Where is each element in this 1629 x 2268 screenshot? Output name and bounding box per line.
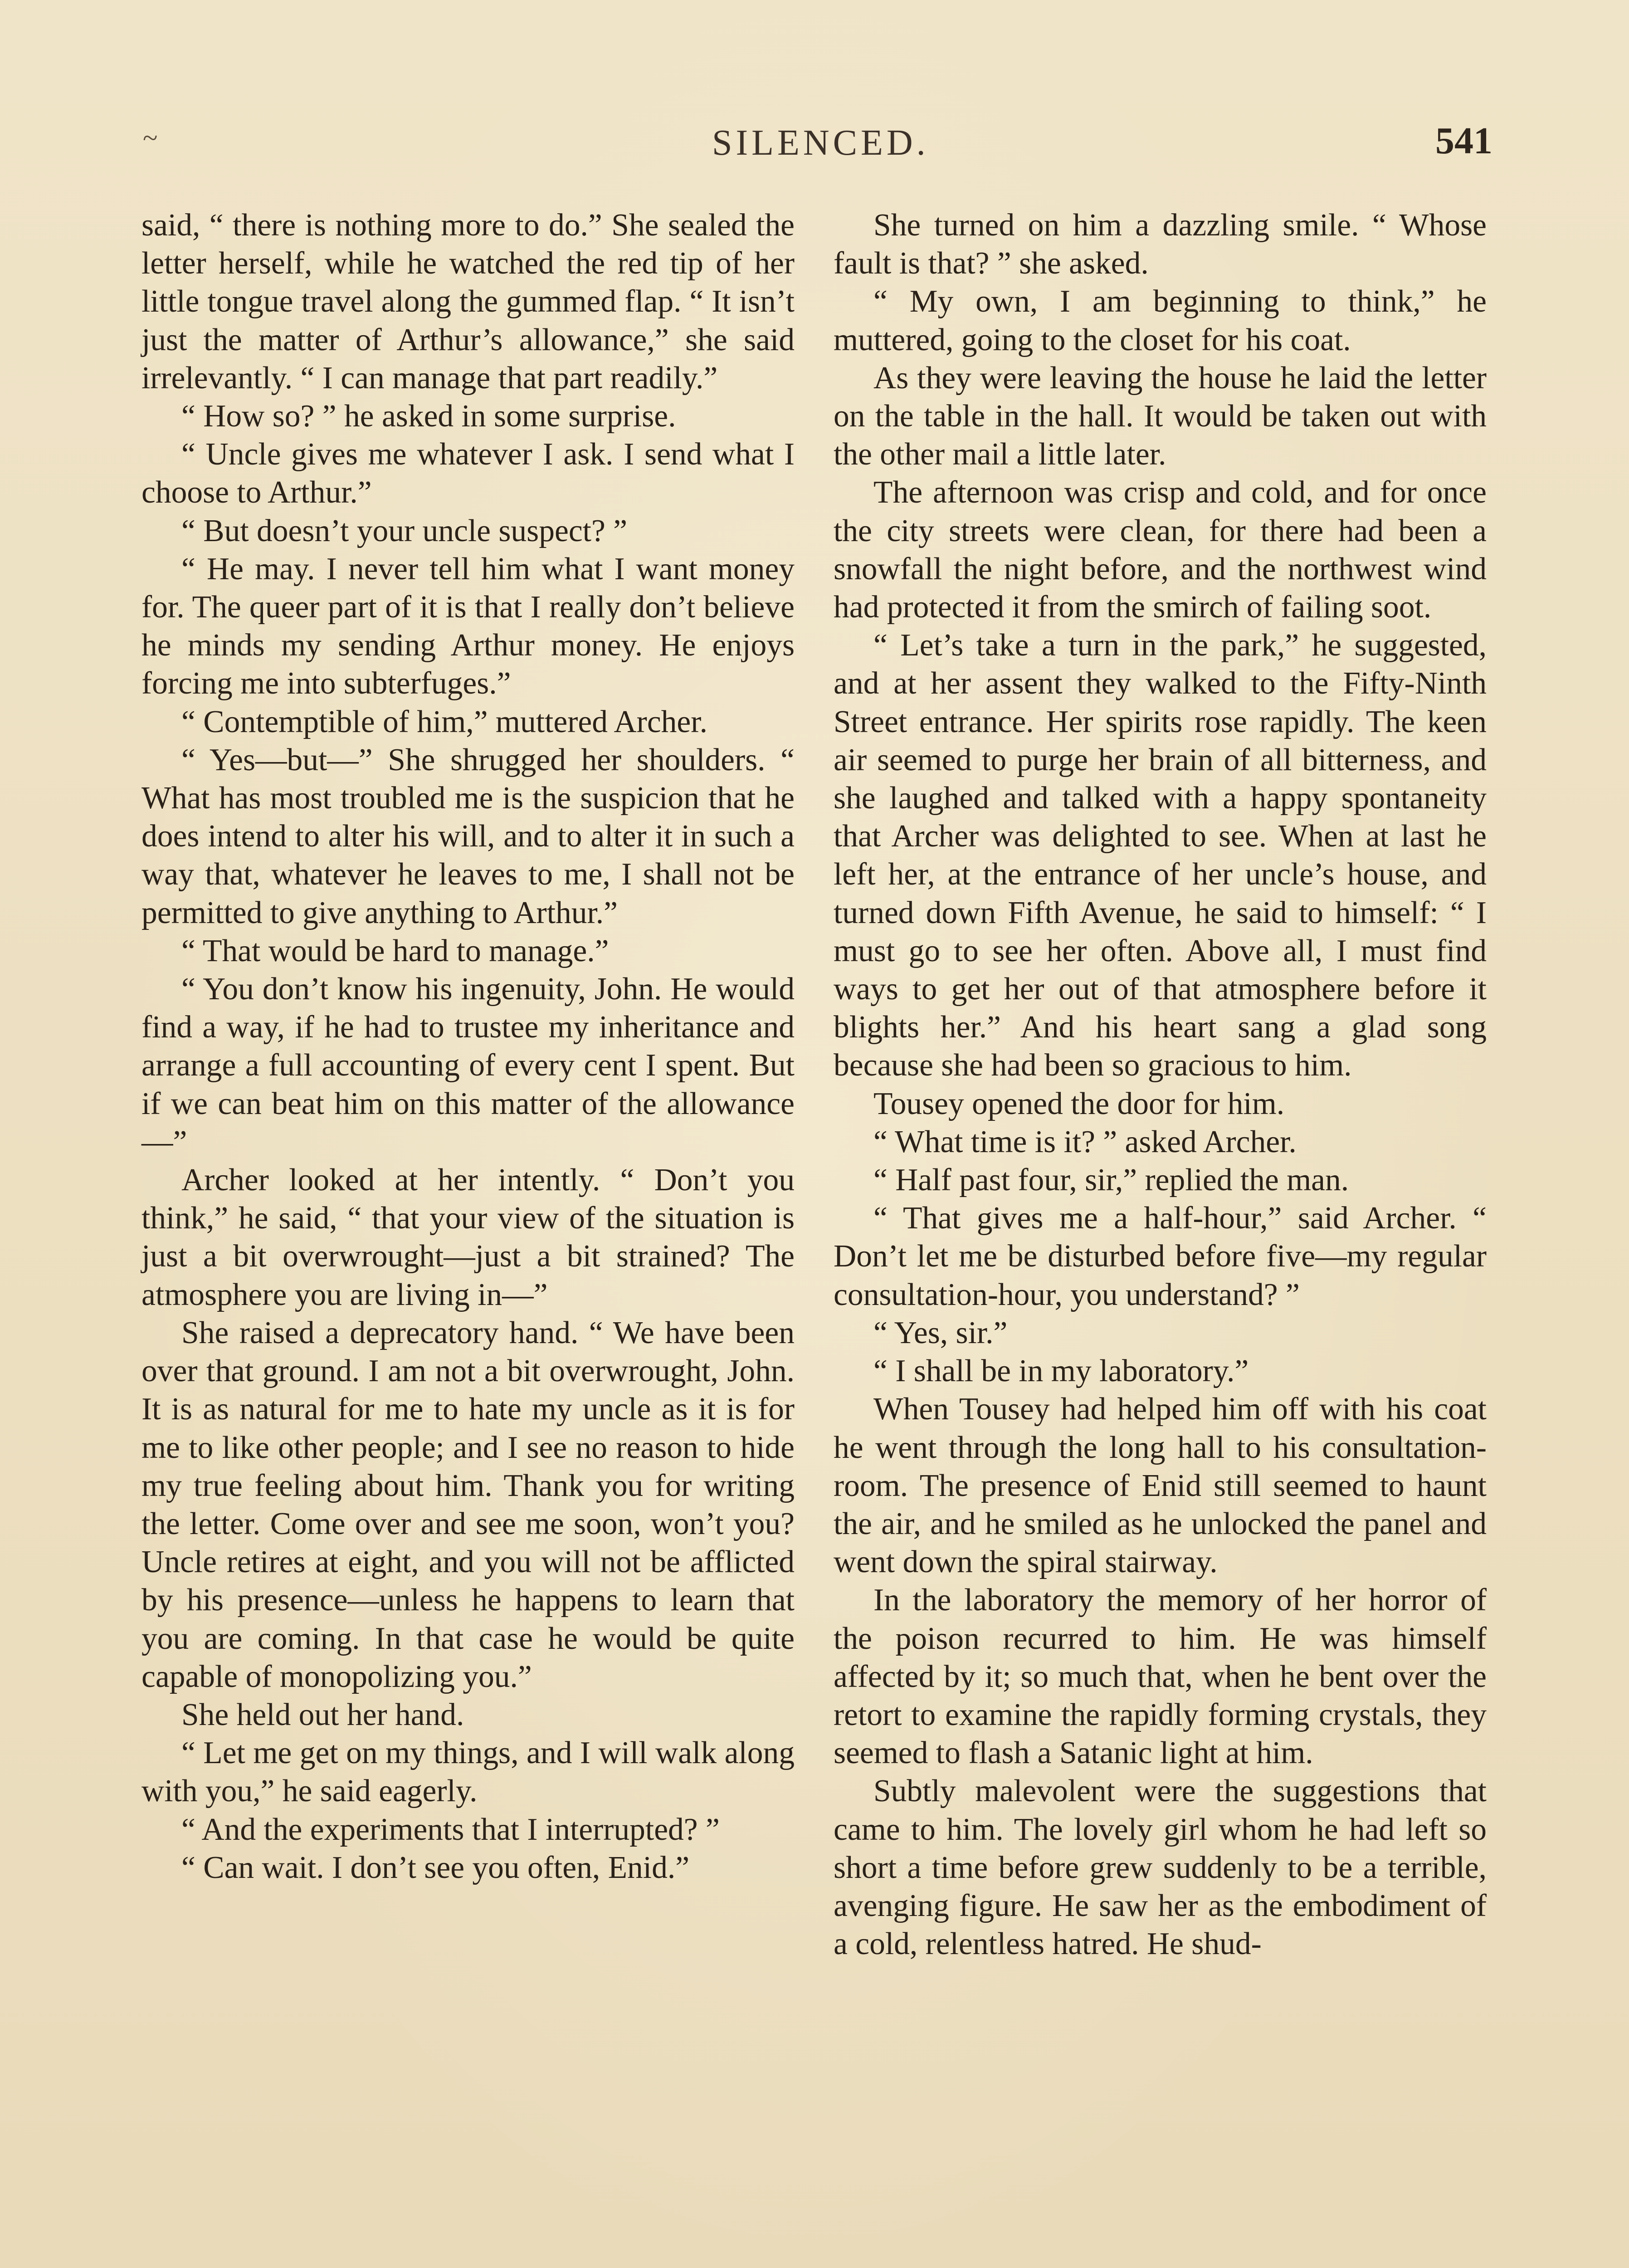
paragraph: “ And the experiments that I interrupted? ”: [181, 1812, 720, 1847]
page-number: 541: [1435, 120, 1492, 162]
paragraph: She turned on him a dazzling smile. “ Whose fault is that? ” she asked.: [834, 208, 1487, 281]
paragraph: When Tousey had helped him off with his coat he went through the long hall to his consultation-room. The presence of Enid still seemed to haunt the air, and he smiled as he unlocked the panel and went down the spiral stairway.: [834, 1392, 1487, 1580]
paragraph: “ But doesn’t your uncle suspect? ”: [181, 513, 628, 548]
paragraph: “ Yes, sir.”: [873, 1315, 1008, 1350]
paragraph: “ He may. I never tell him what I want money for. The queer part of it is that I really don’t believe he minds my sending Arthur money. He enjoys forcing me into subterfuges.”: [141, 551, 795, 701]
paragraph: She raised a deprecatory hand. “ We have been over that ground. I am not a bit overwrought, John. It is as natural for me to hate my uncle as it is for me to like other people; and I see no reason to hide my true feeling about him. Thank you for writing the letter. Come over and see me soon, won’t you? Uncle retires at eight, and you will not be afflicted by his presence—unless he happens to learn that you are coming. In that case he would be quite capable of monopolizing you.”: [141, 1315, 795, 1694]
paragraph: In the laboratory the memory of her horror of the poison recurred to him. He was himself affected by it; so much that, when he bent over the retort to examine the rapidly forming crystals, they seemed to flash a Satanic light at him.: [834, 1583, 1487, 1771]
running-title: SILENCED.: [712, 123, 929, 163]
paragraph: She held out her hand.: [181, 1697, 464, 1732]
paragraph: “ That would be hard to manage.”: [181, 933, 609, 968]
paragraph: As they were leaving the house he laid the letter on the table in the hall. It would be taken out with the other mail a little later.: [834, 360, 1487, 472]
paragraph: “ That gives me a half-hour,” said Archer. “ Don’t let me be disturbed before five—my regular consultation-hour, you understand? ”: [834, 1201, 1487, 1312]
corner-mark: ~: [143, 123, 158, 153]
paragraph: Archer looked at her intently. “ Don’t you think,” he said, “ that your view of the situation is just a bit overwrought—just a bit strained? The atmosphere you are living in—”: [141, 1163, 795, 1312]
paragraph: “ My own, I am beginning to think,” he muttered, going to the closet for his coat.: [834, 284, 1487, 357]
paragraph: “ Let’s take a turn in the park,” he suggested, and at her assent they walked to the Fifty-Ninth Street entrance. Her spirits rose rapidly. The keen air seemed to purge her brain of all bitterness, and she laughed and talked with a happy spontaneity that Archer was delighted to see. When at last he left her, at the entrance of her uncle’s house, and turned down Fifth Avenue, he said to himself: “ I must go to see her often. Above all, I must find ways to get her out of that atmosphere before it blights her.” And his heart sang a glad song because she had been so gracious to him.: [834, 628, 1487, 1083]
left-text-column: [141, 206, 795, 1887]
paragraph: “ Can wait. I don’t see you often, Enid.”: [181, 1850, 690, 1885]
paragraph: The afternoon was crisp and cold, and for once the city streets were clean, for there had been a snowfall the night before, and the northwest wind had protected it from the smirch of failing soot.: [834, 475, 1487, 625]
paragraph: “ Contemptible of him,” muttered Archer.: [181, 704, 707, 739]
paragraph: “ How so? ” he asked in some surprise.: [181, 399, 676, 434]
paragraph: Subtly malevolent were the suggestions that came to him. The lovely girl whom he had left so short a time before grew suddenly to be a terrible, avenging figure. He saw her as the embodiment of a cold, relentless hatred. He shud-: [834, 1774, 1487, 1962]
paragraph: Tousey opened the door for him.: [873, 1086, 1285, 1121]
paragraph: “ You don’t know his ingenuity, John. He would find a way, if he had to trustee my inheritance and arrange a full accounting of every cent I spent. But if we can beat him on this matter of the allowance—”: [141, 972, 795, 1159]
right-text-column: [834, 206, 1487, 1963]
paragraph: “ What time is it? ” asked Archer.: [873, 1124, 1297, 1159]
paragraph: “ Let me get on my things, and I will walk along with you,” he said eagerly.: [141, 1735, 795, 1809]
paragraph: “ Yes—but—” She shrugged her shoulders. “ What has most troubled me is the suspicion that he does intend to alter his will, and to alter it in such a way that, whatever he leaves to me, I shall not be permitted to give anything to Arthur.”: [141, 742, 795, 930]
paragraph: “ Half past four, sir,” replied the man.: [873, 1163, 1349, 1198]
paragraph: “ Uncle gives me whatever I ask. I send what I choose to Arthur.”: [141, 437, 795, 510]
paragraph: “ I shall be in my laboratory.”: [873, 1354, 1249, 1389]
paragraph: said, “ there is nothing more to do.” She sealed the letter herself, while he watched the red tip of her little tongue travel along the gummed flap. “ It isn’t just the matter of Arthur’s allowance,” she said irrelevantly. “ I can manage that part readily.”: [141, 208, 795, 396]
